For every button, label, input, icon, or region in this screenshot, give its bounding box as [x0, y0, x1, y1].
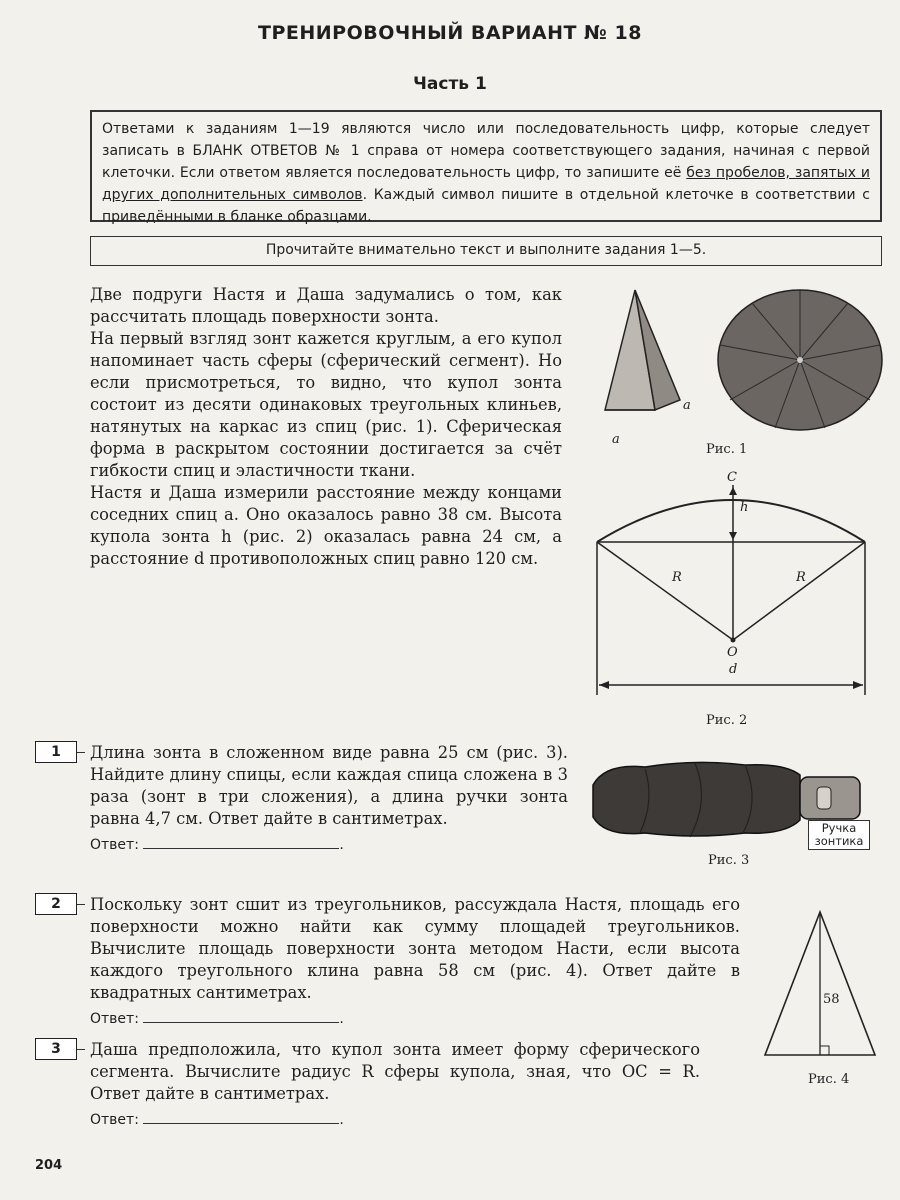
fig4-height-label: 58 [823, 992, 840, 1007]
task-2-text: Поскольку зонт сшит из треугольников, рассуждала Настя, площадь его поверхности можно найти как сумму площадей треугольников. Вычислите площадь поверхности зонта методом Насти, если высота каждого треугольного клина равна 58 см (рис. 4). Ответ дайте в квадратных сантиметрах. [90, 895, 740, 1002]
fig3-caption: Рис. 3 [708, 853, 750, 868]
task-2-answer[interactable]: Ответ: . [90, 1011, 344, 1027]
fig4-caption: Рис. 4 [808, 1072, 850, 1087]
task-1-text: Длина зонта в сложенном виде равна 25 см (рис. 3). Найдите длину спицы, если каждая спица сложена в 3 раза (зонт в три сложения), а длина ручки зонта равна 4,7 см. Ответ дайте в сантиметрах. [90, 743, 568, 828]
figure-1 [585, 285, 885, 460]
instructions-text-end: . Каждый символ пишите в отдельной клеточке в соответствии с приведёнными в бланке образцами. [102, 187, 870, 225]
fig3-handle-label: Ручка зонтика [808, 820, 870, 850]
fig1-label-a-right: a [683, 398, 691, 413]
story-paragraph-3: Настя и Даша измерили расстояние между концами соседних спиц a. Оно оказалось равно 38 см. Высота купола зонта h (рис. 2) оказалась равна 24 см, а расстояние d противоположных спиц равно 120 см. [90, 483, 562, 568]
task-2 [90, 894, 740, 1027]
instructions-underlined: без пробелов, запятых и других дополнительных символов [102, 165, 870, 203]
fig2-label-r-right: R [796, 570, 806, 585]
story-paragraph-1: Две подруги Настя и Даша задумались о том, как рассчитать площадь поверхности зонта. [90, 285, 562, 326]
fig2-label-d: d [729, 662, 738, 677]
fig2-label-h: h [740, 500, 749, 515]
fig2-label-c: C [727, 470, 737, 485]
task-1-answer[interactable]: Ответ: . [90, 837, 344, 853]
fig2-label-r-left: R [672, 570, 682, 585]
task-1 [90, 742, 568, 853]
story-text [90, 284, 562, 570]
instructions-box [90, 110, 882, 225]
task-1-answer-line[interactable] [143, 836, 339, 849]
task-3 [90, 1039, 700, 1128]
figure-4 [760, 910, 880, 1060]
task-3-answer[interactable]: Ответ: . [90, 1112, 344, 1128]
part-title: Часть 1 [413, 74, 487, 94]
fig2-label-o: O [727, 645, 738, 660]
task-2-answer-line[interactable] [143, 1010, 339, 1023]
task-1-number: 1 [35, 741, 77, 763]
task-1-answer-label: Ответ: [90, 837, 139, 853]
task-3-number: 3 [35, 1038, 77, 1060]
task-3-answer-label: Ответ: [90, 1112, 139, 1128]
read-prompt: Прочитайте внимательно текст и выполните задания 1—5. [90, 236, 882, 266]
figure-2 [585, 470, 875, 715]
instructions-text: Ответами к заданиям 1—19 являются число или последовательность цифр, которые следует записать в БЛАНК ОТВЕТОВ № 1 справа от номера соответствующего задания, начиная с первой клеточки. Если ответом является последовательность цифр, то запишите её [102, 121, 870, 181]
story-paragraph-2: На первый взгляд зонт кажется круглым, а его купол напоминает часть сферы (сферический сегмент). Но если присмотреться, то видно, что купол зонта состоит из десяти одинаковых треугольных клиньев, натянутых на каркас из спиц (рис. 1). Сферическая форма в раскрытом состоянии достигается за счёт гибкости спиц и эластичности ткани. [90, 329, 562, 480]
fig2-caption: Рис. 2 [706, 713, 748, 728]
task-3-answer-line[interactable] [143, 1111, 339, 1124]
task-2-answer-label: Ответ: [90, 1011, 139, 1027]
task-3-text: Даша предположила, что купол зонта имеет форму сферического сегмента. Вычислите радиус R сферы купола, зная, что OC = R. Ответ дайте в сантиметрах. [90, 1040, 700, 1103]
task-2-number: 2 [35, 893, 77, 915]
fig1-caption: Рис. 1 [706, 442, 748, 457]
fig1-label-a-left: a [612, 432, 620, 447]
page-number: 204 [35, 1158, 63, 1173]
page-title: ТРЕНИРОВОЧНЫЙ ВАРИАНТ № 18 [258, 22, 642, 44]
